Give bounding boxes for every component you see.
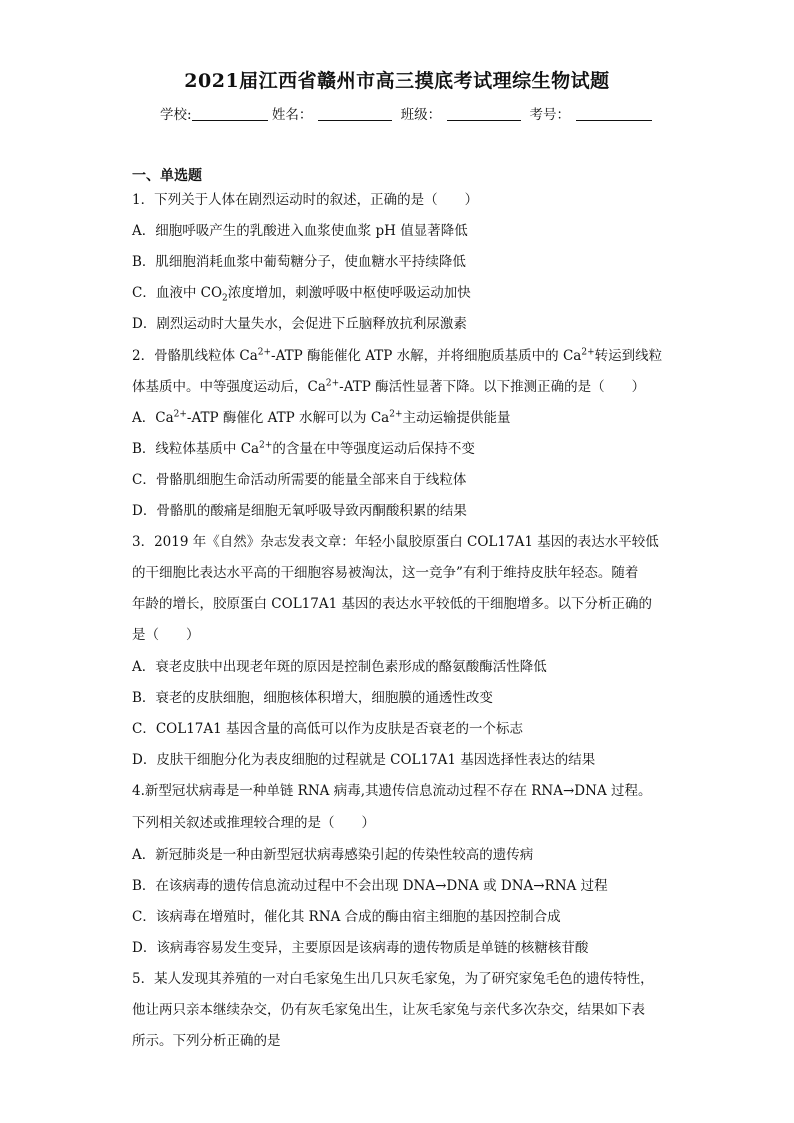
q1-option-c-text: C．血液中 CO	[132, 285, 223, 301]
q4-option-c: C．该病毒在增殖时，催化其 RNA 合成的酶由宿主细胞的基因控制合成	[132, 909, 561, 925]
text: -ATP 酶活性显著下降。以下推测正确的是（ ）	[339, 379, 646, 395]
q4-stem-line2: 下列相关叙述或推理较合理的是（ ）	[132, 815, 375, 831]
q5-stem-line2: 他让两只亲本继续杂交，仍有灰毛家兔出生，让灰毛家兔与亲代多次杂交，结果如下表	[132, 1002, 645, 1018]
text: -ATP 酶能催化 ATP 水解，并将细胞质基质中的 Ca	[271, 348, 582, 364]
q3-option-a: A．衰老皮肤中出现老年斑的原因是控制色素形成的酪氨酸酶活性降低	[132, 659, 547, 675]
superscript: 2+	[259, 440, 273, 451]
q5-stem-line3: 所示。下列分析正确的是	[132, 1033, 281, 1049]
q1-stem: 1．下列关于人体在剧烈运动时的叙述，正确的是（ ）	[132, 192, 479, 208]
text: 2．骨骼肌线粒体 Ca	[132, 348, 258, 364]
q1-option-d: D．剧烈运动时大量失水，会促进下丘脑释放抗利尿激素	[132, 316, 467, 332]
q3-stem-line3: 年龄的增长，胶原蛋白 COL17A1 基因的表达水平较低的干细胞增多。以下分析正确的	[132, 596, 652, 612]
q4-stem-line1: 4.新型冠状病毒是一种单链 RNA 病毒,其遗传信息流动过程不存在 RNA→DNA 过程。	[132, 783, 652, 799]
q3-stem-line2: 的干细胞比表达水平高的干细胞容易被淘汰，这一竞争”有利于维持皮肤年轻态。随着	[132, 565, 639, 581]
q2-option-b	[132, 434, 475, 465]
q2-stem-line1	[132, 341, 662, 372]
q2-option-c: C．骨骼肌细胞生命活动所需要的能量全部来自于线粒体	[132, 472, 467, 488]
q4-option-a: A．新冠肺炎是一种由新型冠状病毒感染引起的传染性较高的遗传病	[132, 847, 534, 863]
class-blank	[447, 106, 521, 121]
class-label: 班级：	[400, 107, 442, 123]
q3-option-c: C．COL17A1 基因含量的高低可以作为皮肤是否衰老的一个标志	[132, 721, 523, 737]
name-blank	[318, 106, 392, 121]
subscript: 2	[222, 293, 228, 304]
q4-option-d: D．该病毒容易发生变异，主要原因是该病毒的遗传物质是单链的核糖核苷酸	[132, 940, 589, 956]
superscript: 2+	[581, 347, 595, 358]
text: -ATP 酶催化 ATP 水解可以为 Ca	[186, 410, 390, 426]
exam-title: 2021届江西省赣州市高三摸底考试理综生物试题	[184, 70, 610, 92]
q2-option-a	[132, 403, 511, 434]
text: 体基质中。中等强度运动后，Ca	[132, 379, 326, 395]
q3-option-d: D．皮肤干细胞分化为表皮细胞的过程就是 COL17A1 基因选择性表达的结果	[132, 752, 596, 768]
superscript: 2+	[257, 347, 272, 358]
name-label: 姓名：	[271, 107, 313, 123]
text: 的含量在中等强度运动后保持不变	[272, 441, 475, 457]
text: 主动运输提供能量	[402, 410, 511, 426]
superscript: 2+	[173, 409, 187, 420]
q1-option-b: B．肌细胞消耗血浆中葡萄糖分子，使血糖水平持续降低	[132, 254, 466, 270]
text: B．线粒体基质中 Ca	[132, 441, 260, 457]
q3-option-b: B．衰老的皮肤细胞，细胞核体积增大，细胞膜的通透性改变	[132, 690, 493, 706]
text: 转运到线粒	[594, 348, 663, 364]
q2-option-d: D．骨骼肌的酸痛是细胞无氧呼吸导致丙酮酸积累的结果	[132, 503, 467, 519]
student-info-row	[160, 103, 652, 123]
text: A．Ca	[132, 410, 174, 426]
q1-option-a: A．细胞呼吸产生的乳酸进入血浆使血浆 pH 值显著降低	[132, 223, 468, 239]
section-heading: 一、单选题	[132, 168, 202, 184]
school-blank	[192, 106, 268, 121]
superscript: 2+	[325, 378, 340, 389]
school-label: 学校:	[160, 107, 192, 123]
exam-number-blank	[576, 106, 652, 121]
exam-number-label: 考号：	[529, 107, 570, 123]
q1-option-c	[132, 278, 471, 309]
q3-stem-line1: 3．2019 年《自然》杂志发表文章：年轻小鼠胶原蛋白 COL17A1 基因的表达水平较低	[132, 534, 659, 550]
q1-option-c-text-end: 浓度增加，刺激呼吸中枢使呼吸运动加快	[227, 285, 471, 301]
superscript: 2+	[389, 409, 403, 420]
q2-stem-line2	[132, 372, 645, 403]
q4-option-b: B．在该病毒的遗传信息流动过程中不会出现 DNA→DNA 或 DNA→RNA 过程	[132, 878, 608, 894]
q5-stem-line1: 5．某人发现其养殖的一对白毛家兔生出几只灰毛家兔，为了研究家兔毛色的遗传特性，	[132, 971, 654, 987]
q3-stem-line4: 是（ ）	[132, 627, 200, 643]
